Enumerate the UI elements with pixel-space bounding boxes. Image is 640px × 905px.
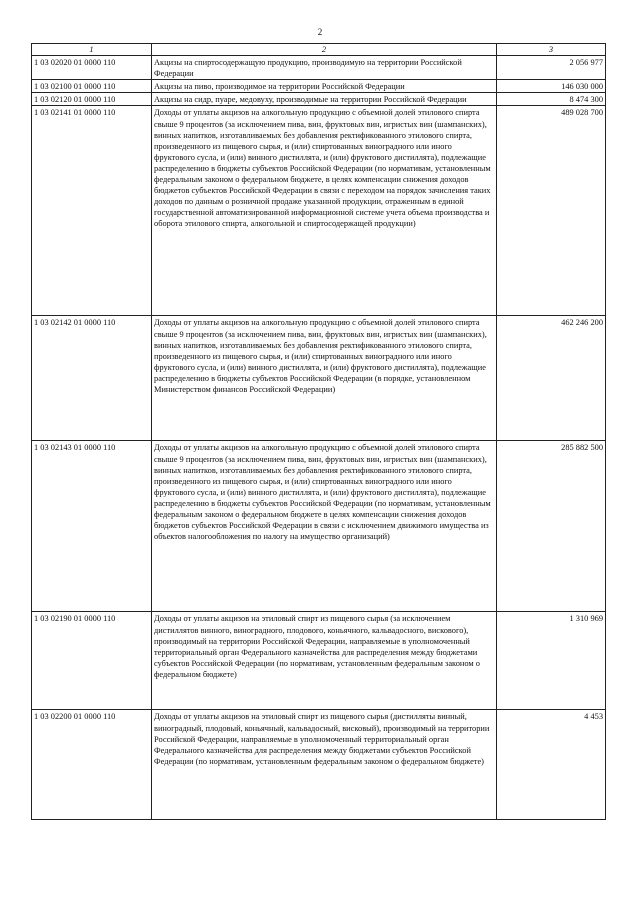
row-name: Доходы от уплаты акцизов на алкогольную продукцию с объемной долей этилового спирта свыше 9 процентов (за исключением пива, вин, фруктовых вин, игристых вин (шампанских), винных напитков, изготавливаемых без добавления ректификованного этилового спирта, произведенного из пищевого сырья, и (или) спиртованных виноградного или иного фруктового сусла, и (или) винного дистиллята, и (или) фруктового дистиллята), подлежащие распределению в бюджеты субъектов Российской Федерации (по нормативам, установленным федеральным законом о федеральном бюджете в целях компенсации снижения доходов бюджетов субъектов Российской Федерации в связи с исключением движимого имущества из объектов налогообложения по налогу на имущество организаций) [152, 441, 497, 612]
row-code: 1 03 02142 01 0000 110 [32, 316, 152, 441]
table-row [32, 80, 606, 93]
row-code: 1 03 02120 01 0000 110 [32, 93, 152, 106]
row-code: 1 03 02100 01 0000 110 [32, 80, 152, 93]
row-amount: 4 453 [497, 710, 606, 820]
row-name: Доходы от уплаты акцизов на этиловый спирт из пищевого сырья (дистилляты винный, виноградный, плодовый, коньячный, кальвадосный, висковый), производимый на территории Российской Федерации, направляемые в уполномоченный территориальный орган Федерального казначейства для распределения между бюджетами субъектов Российской Федерации (по нормативам, установленным федеральным законом о федеральном бюджете) [152, 710, 497, 820]
row-amount: 2 056 977 [497, 56, 606, 80]
row-name: Доходы от уплаты акцизов на алкогольную продукцию с объемной долей этилового спирта свыше 9 процентов (за исключением пива, вин, фруктовых вин, игристых вин (шампанских), винных напитков, изготавливаемых без добавления ректификованного этилового спирта, произведенного из пищевого сырья, и (или) спиртованных виноградного или иного фруктового сусла, и (или) винного дистиллята, и (или) фруктового дистиллята), подлежащие распределению в бюджеты субъектов Российской Федерации (по нормативам, установленным федеральным законом о федеральном бюджете, в целях компенсации снижения доходов бюджетов субъектов Российской Федерации в связи с переходом на порядок зачисления таких доходов по данным о розничной продаже указанной продукции, отраженным в единой государственной автоматизированной информационной системе учета объема производства и оборота этилового спирта, алкогольной и спиртосодержащей продукции) [152, 106, 497, 316]
row-amount: 489 028 700 [497, 106, 606, 316]
row-code: 1 03 02200 01 0000 110 [32, 710, 152, 820]
row-code: 1 03 02141 01 0000 110 [32, 106, 152, 316]
row-amount: 462 246 200 [497, 316, 606, 441]
row-code: 1 03 02190 01 0000 110 [32, 612, 152, 710]
column-header-amount: 3 [497, 44, 606, 56]
row-amount: 146 030 000 [497, 80, 606, 93]
table-row [32, 612, 606, 710]
table-header-row [32, 44, 606, 56]
column-header-code: 1 [32, 44, 152, 56]
row-amount: 8 474 300 [497, 93, 606, 106]
row-amount: 285 882 500 [497, 441, 606, 612]
column-header-name: 2 [152, 44, 497, 56]
row-name: Доходы от уплаты акцизов на алкогольную продукцию с объемной долей этилового спирта свыше 9 процентов (за исключением пива, вин, фруктовых вин, игристых вин (шампанских), винных напитков, изготавливаемых без добавления ректификованного этилового спирта, произведенного из пищевого сырья, и (или) спиртованных виноградного или иного фруктового сусла, и (или) винного дистиллята, и (или) фруктового дистиллята), подлежащие распределению в бюджеты субъектов Российской Федерации (в порядке, установленном Министерством финансов Российской Федерации) [152, 316, 497, 441]
row-name: Акцизы на спиртосодержащую продукцию, производимую на территории Российской Федерации [152, 56, 497, 80]
row-code: 1 03 02143 01 0000 110 [32, 441, 152, 612]
table-row [32, 106, 606, 316]
row-name: Доходы от уплаты акцизов на этиловый спирт из пищевого сырья (за исключением дистиллятов винного, виноградного, плодового, коньячного, кальвадосного, вискового), производимый на территории Российской Федерации, направляемые в уполномоченный территориальный орган Федерального казначейства для распределения между бюджетами субъектов Российской Федерации (по нормативам, установленным федеральным законом о федеральном бюджете) [152, 612, 497, 710]
revenue-table [31, 43, 606, 820]
row-amount: 1 310 969 [497, 612, 606, 710]
row-name: Акцизы на пиво, производимое на территории Российской Федерации [152, 80, 497, 93]
row-code: 1 03 02020 01 0000 110 [32, 56, 152, 80]
row-name: Акцизы на сидр, пуаре, медовуху, производимые на территории Российской Федерации [152, 93, 497, 106]
table-row [32, 316, 606, 441]
table-row [32, 441, 606, 612]
table-row [32, 93, 606, 106]
table-row [32, 56, 606, 80]
table-row [32, 710, 606, 820]
page-number: 2 [317, 27, 323, 37]
